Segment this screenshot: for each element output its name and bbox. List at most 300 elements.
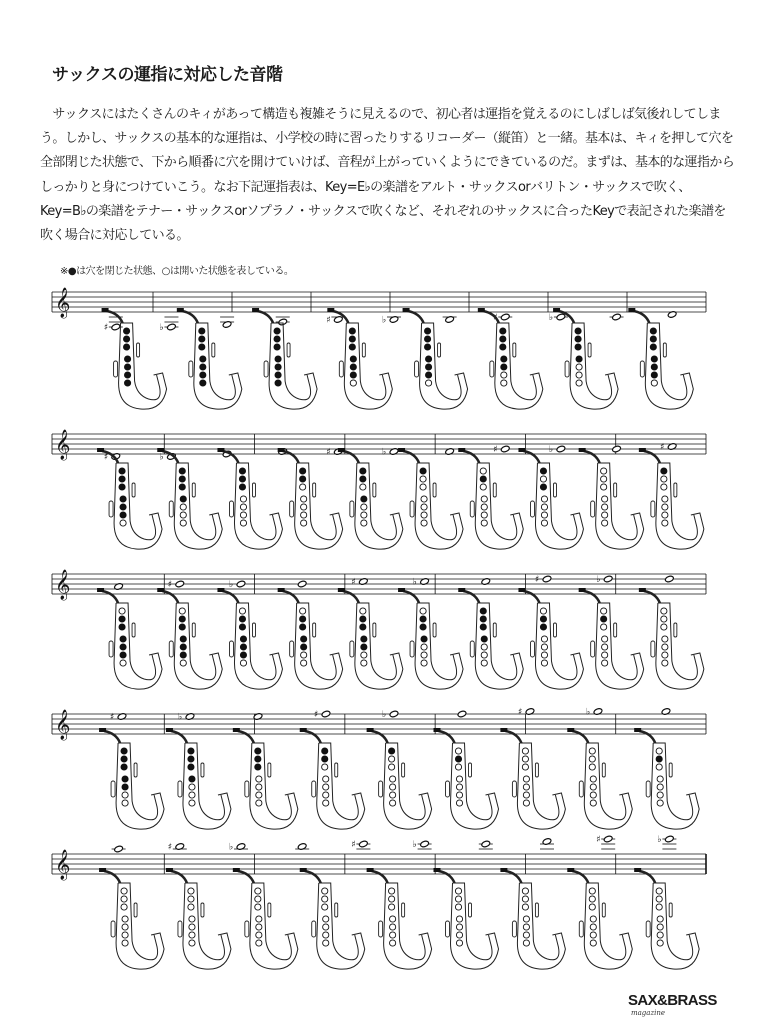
key-open <box>180 520 186 526</box>
key-open <box>180 504 186 510</box>
key-open <box>589 764 595 770</box>
side-key <box>470 501 474 517</box>
key-open <box>576 380 582 386</box>
sax-neck <box>572 871 588 883</box>
sax-neck <box>584 591 600 603</box>
sax-diagram <box>500 868 565 969</box>
key-open <box>323 776 329 782</box>
key-open <box>662 512 668 518</box>
key-closed <box>275 372 281 378</box>
key-closed <box>420 468 426 474</box>
sax-diagram <box>278 588 343 689</box>
key-open <box>661 484 667 490</box>
key-closed <box>120 496 126 502</box>
key-open <box>361 520 367 526</box>
key-open <box>322 888 328 894</box>
sharp-sign: ♯ <box>167 580 173 590</box>
sax-diagram <box>567 868 632 969</box>
side-key <box>553 483 556 497</box>
sax-diagram <box>500 728 565 829</box>
key-closed <box>575 344 581 350</box>
side-key <box>132 623 135 637</box>
key-open <box>255 888 261 894</box>
side-key <box>579 921 583 937</box>
key-closed <box>360 468 366 474</box>
key-open <box>657 924 663 930</box>
key-open <box>481 520 487 526</box>
side-key <box>245 921 249 937</box>
key-open <box>240 512 246 518</box>
key-open <box>421 660 427 666</box>
key-open <box>602 660 608 666</box>
key-closed <box>480 624 486 630</box>
key-closed <box>300 468 306 474</box>
key-closed <box>300 476 306 482</box>
key-closed <box>360 476 366 482</box>
key-closed <box>424 328 430 334</box>
key-closed <box>188 756 194 762</box>
key-open <box>361 512 367 518</box>
key-open <box>661 476 667 482</box>
whole-note <box>481 840 491 848</box>
key-closed <box>661 468 667 474</box>
side-key <box>602 763 605 777</box>
treble-clef: 𝄞 <box>55 710 71 740</box>
sax-mouthpiece <box>157 448 164 452</box>
sax-diagram <box>518 588 583 689</box>
sax-mouthpiece <box>403 308 410 312</box>
key-open <box>590 940 596 946</box>
key-closed <box>124 380 130 386</box>
sax-brass-logo: SAX&BRASS <box>628 992 717 1009</box>
key-open <box>350 380 356 386</box>
whole-note <box>175 580 185 588</box>
sax-diagram <box>338 588 403 689</box>
side-key <box>669 903 672 917</box>
key-open <box>122 932 128 938</box>
key-closed <box>120 644 126 650</box>
side-key <box>446 921 450 937</box>
sax-mouthpiece <box>567 868 574 872</box>
sax-mouthpiece <box>233 868 240 872</box>
side-key <box>646 921 650 937</box>
side-key <box>512 921 516 937</box>
sax-mouthpiece <box>252 308 259 312</box>
key-open <box>590 784 596 790</box>
sax-diagram <box>398 448 463 549</box>
sax-neck <box>257 311 273 323</box>
sax-neck <box>343 451 359 463</box>
key-open <box>523 916 529 922</box>
sax-neck <box>439 871 455 883</box>
key-open <box>390 792 396 798</box>
key-closed <box>301 636 307 642</box>
key-closed <box>179 468 185 474</box>
side-key <box>350 641 354 657</box>
key-open <box>540 608 546 614</box>
key-open <box>323 916 329 922</box>
side-key <box>591 641 595 657</box>
key-closed <box>651 356 657 362</box>
key-closed <box>121 748 127 754</box>
key-open <box>662 644 668 650</box>
key-open <box>122 924 128 930</box>
side-key <box>290 501 294 517</box>
key-open <box>239 608 245 614</box>
sax-mouthpiece <box>458 588 465 592</box>
key-open <box>420 484 426 490</box>
key-closed <box>350 364 356 370</box>
sax-diagram <box>553 308 618 409</box>
side-key <box>313 623 316 637</box>
flat-sign: ♭ <box>548 313 554 323</box>
key-closed <box>188 748 194 754</box>
sax-diagram <box>300 868 365 969</box>
key-open <box>541 660 547 666</box>
key-closed <box>200 364 206 370</box>
key-open <box>541 512 547 518</box>
key-open <box>541 520 547 526</box>
side-key <box>415 361 419 377</box>
sax-diagram <box>97 588 162 689</box>
key-open <box>389 896 395 902</box>
key-closed <box>650 336 656 342</box>
whole-note <box>612 313 622 321</box>
key-closed <box>119 484 125 490</box>
flat-sign: ♭ <box>382 447 387 458</box>
whole-note <box>114 845 124 853</box>
key-open <box>360 484 366 490</box>
side-key <box>252 483 255 497</box>
sax-neck <box>408 311 424 323</box>
key-closed <box>425 364 431 370</box>
sax-mouthpiece <box>233 728 240 732</box>
flat-sign: ♭ <box>412 577 417 588</box>
key-open <box>455 764 461 770</box>
side-key <box>111 921 115 937</box>
key-open <box>323 800 329 806</box>
key-closed <box>501 356 507 362</box>
key-closed <box>124 372 130 378</box>
side-key <box>312 921 316 937</box>
key-open <box>523 800 529 806</box>
sax-neck <box>104 731 120 743</box>
key-open <box>590 932 596 938</box>
sax-diagram <box>518 448 583 549</box>
sax-diagram <box>478 308 543 409</box>
key-closed <box>179 476 185 482</box>
sax-mouthpiece <box>634 868 641 872</box>
key-open <box>657 792 663 798</box>
sax-neck <box>102 591 118 603</box>
sax-diagram <box>639 588 704 689</box>
sax-mouthpiece <box>278 448 285 452</box>
key-open <box>390 916 396 922</box>
side-key <box>490 361 494 377</box>
key-closed <box>274 344 280 350</box>
key-open <box>180 660 186 666</box>
key-open <box>523 924 529 930</box>
key-open <box>590 916 596 922</box>
side-key <box>438 343 441 357</box>
key-closed <box>420 616 426 622</box>
side-key <box>553 623 556 637</box>
sax-diagram <box>398 588 463 689</box>
key-open <box>456 784 462 790</box>
key-closed <box>540 484 546 490</box>
sax-mouthpiece <box>434 728 441 732</box>
key-open <box>602 652 608 658</box>
side-key <box>362 343 365 357</box>
key-open <box>656 896 662 902</box>
key-open <box>480 484 486 490</box>
sax-diagram <box>634 868 699 969</box>
key-open <box>300 484 306 490</box>
key-closed <box>540 616 546 622</box>
key-open <box>501 380 507 386</box>
sax-mouthpiece <box>166 868 173 872</box>
sharp-sign: ♯ <box>518 707 523 718</box>
side-key <box>201 903 204 917</box>
sax-neck <box>463 451 479 463</box>
key-open <box>455 896 461 902</box>
key-open <box>122 792 128 798</box>
key-open <box>522 888 528 894</box>
key-closed <box>199 344 205 350</box>
key-open <box>256 924 262 930</box>
sax-diagram <box>217 448 282 549</box>
sharp-sign: ♯ <box>326 447 331 458</box>
key-open <box>421 644 427 650</box>
key-open <box>481 496 487 502</box>
sax-mouthpiece <box>567 728 574 732</box>
flat-sign: ♭ <box>229 842 234 853</box>
key-open <box>301 496 307 502</box>
sax-diagram <box>166 868 231 969</box>
key-open <box>541 504 547 510</box>
key-open <box>601 608 607 614</box>
sax-neck <box>343 591 359 603</box>
sharp-sign: ♯ <box>103 323 109 333</box>
key-open <box>390 800 396 806</box>
side-key <box>433 623 436 637</box>
whole-note <box>167 323 177 331</box>
side-key <box>169 641 173 657</box>
key-open <box>589 904 595 910</box>
key-open <box>480 468 486 474</box>
side-key <box>530 641 534 657</box>
key-open <box>420 608 426 614</box>
key-closed <box>124 356 130 362</box>
sax-diagram <box>567 728 632 829</box>
side-key <box>312 781 316 797</box>
key-open <box>421 520 427 526</box>
key-open <box>657 916 663 922</box>
flat-sign: ♭ <box>412 840 417 850</box>
key-open <box>456 800 462 806</box>
key-open <box>522 764 528 770</box>
side-key <box>264 361 268 377</box>
flat-sign: ♭ <box>159 452 164 463</box>
key-open <box>590 792 596 798</box>
key-closed <box>601 616 607 622</box>
key-closed <box>275 364 281 370</box>
key-open <box>576 364 582 370</box>
key-open <box>601 484 607 490</box>
key-closed <box>180 644 186 650</box>
key-open <box>240 520 246 526</box>
sharp-sign: ♯ <box>326 315 331 326</box>
key-open <box>661 616 667 622</box>
key-closed <box>123 328 129 334</box>
key-closed <box>500 344 506 350</box>
side-key <box>614 483 617 497</box>
intro-paragraph: サックスにはたくさんのキィがあって構造も複雑そうに見えるので、初心者は運指を覚えるのにしばしば気後れしてしまう。しかし、サックスの基本的な運指は、小学校の時に習ったりするリコーダー（縦笛）と一緒。基本は、キィを押して穴を全部閉じた状態で、下から順番に穴を開けていけば、音程が上がっていくようにできているのだ。まずは、基本的な運指からしっかりと身につけていこう。なお下記運指表は、Key=E♭の楽譜をアルト・サックスorバリトン・サックスで吹く、Key=B♭の楽譜をテナー・サックスorソプラノ・サックスで吹くなど、それぞれのサックスに合ったKeyで表記された楽譜を吹く場合に対応している。 <box>40 107 735 244</box>
key-open <box>389 888 395 894</box>
key-open <box>323 924 329 930</box>
whole-note <box>556 313 566 321</box>
key-open <box>421 504 427 510</box>
key-open <box>390 932 396 938</box>
key-open <box>390 924 396 930</box>
sax-diagram <box>338 448 403 549</box>
key-open <box>651 380 657 386</box>
sax-neck <box>182 311 198 323</box>
side-key <box>109 641 113 657</box>
key-closed <box>575 336 581 342</box>
staff-1 <box>52 287 706 409</box>
key-open <box>501 372 507 378</box>
key-open <box>602 496 608 502</box>
key-closed <box>121 756 127 762</box>
side-key <box>651 641 655 657</box>
key-open <box>456 916 462 922</box>
side-key <box>313 483 316 497</box>
key-open <box>256 916 262 922</box>
sax-neck <box>104 871 120 883</box>
sax-diagram <box>434 728 499 829</box>
sax-mouthpiece <box>579 448 586 452</box>
key-open <box>662 636 668 642</box>
side-key <box>252 623 255 637</box>
key-open <box>425 380 431 386</box>
sax-diagram <box>579 588 644 689</box>
key-open <box>656 748 662 754</box>
side-key <box>651 501 655 517</box>
key-closed <box>122 784 128 790</box>
key-closed <box>240 636 246 642</box>
sax-diagram <box>217 588 282 689</box>
sax-neck <box>439 731 455 743</box>
key-open <box>389 904 395 910</box>
sax-neck <box>572 731 588 743</box>
key-closed <box>199 328 205 334</box>
flat-sign: ♭ <box>657 835 662 845</box>
key-open <box>590 776 596 782</box>
sax-neck <box>283 591 299 603</box>
key-closed <box>239 624 245 630</box>
key-open <box>540 476 546 482</box>
key-open <box>602 512 608 518</box>
sax-diagram <box>367 868 432 969</box>
sax-diagram <box>177 308 242 409</box>
key-closed <box>425 372 431 378</box>
side-key <box>134 763 137 777</box>
sax-neck <box>238 871 254 883</box>
sax-neck <box>505 871 521 883</box>
key-closed <box>480 476 486 482</box>
side-key <box>588 343 591 357</box>
sax-neck <box>238 731 254 743</box>
side-key <box>229 641 233 657</box>
sax-diagram <box>102 308 167 409</box>
key-open <box>661 608 667 614</box>
side-key <box>111 781 115 797</box>
sax-mouthpiece <box>300 728 307 732</box>
key-open <box>523 784 529 790</box>
key-closed <box>650 328 656 334</box>
whole-note <box>389 710 399 718</box>
key-closed <box>301 644 307 650</box>
sax-mouthpiece <box>434 868 441 872</box>
key-open <box>256 792 262 798</box>
key-open <box>255 896 261 902</box>
key-open <box>322 764 328 770</box>
key-closed <box>424 344 430 350</box>
key-closed <box>389 748 395 754</box>
sax-mouthpiece <box>639 588 646 592</box>
key-closed <box>540 624 546 630</box>
key-open <box>360 608 366 614</box>
key-closed <box>255 764 261 770</box>
key-closed <box>189 776 195 782</box>
key-open <box>657 932 663 938</box>
key-closed <box>239 616 245 622</box>
side-key <box>640 361 644 377</box>
side-key <box>469 903 472 917</box>
side-key <box>513 343 516 357</box>
key-open <box>300 608 306 614</box>
key-closed <box>300 624 306 630</box>
key-closed <box>361 636 367 642</box>
side-key <box>335 903 338 917</box>
sax-mouthpiece <box>338 448 345 452</box>
whole-note <box>500 313 510 321</box>
side-key <box>350 501 354 517</box>
side-key <box>373 623 376 637</box>
key-open <box>656 764 662 770</box>
side-key <box>335 763 338 777</box>
key-open <box>361 652 367 658</box>
key-closed <box>500 336 506 342</box>
sax-mouthpiece <box>338 588 345 592</box>
sharp-sign: ♯ <box>351 840 356 850</box>
sax-neck <box>171 871 187 883</box>
staff-5 <box>52 835 706 969</box>
side-key <box>614 623 617 637</box>
key-closed <box>179 616 185 622</box>
key-open <box>602 504 608 510</box>
key-open <box>189 924 195 930</box>
side-key <box>109 501 113 517</box>
flat-sign: ♭ <box>382 710 387 720</box>
key-closed <box>501 364 507 370</box>
sax-mouthpiece <box>458 448 465 452</box>
side-key <box>410 641 414 657</box>
key-open <box>523 940 529 946</box>
sax-neck <box>305 871 321 883</box>
treble-clef: 𝄞 <box>55 430 71 460</box>
